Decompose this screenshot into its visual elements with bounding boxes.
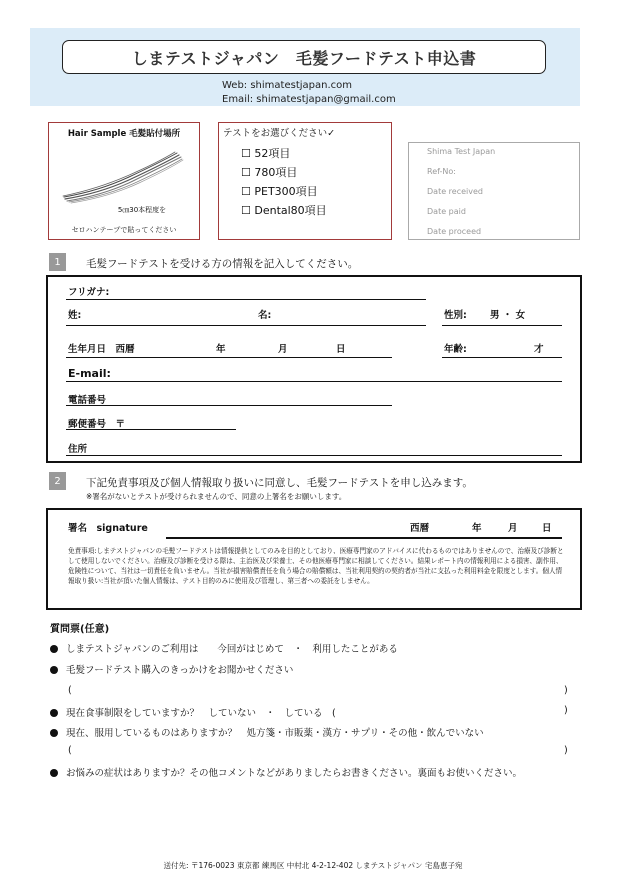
- signature-year: 年: [472, 523, 482, 534]
- test-selection-box: [218, 122, 392, 240]
- address-line[interactable]: [66, 455, 562, 456]
- postal-line[interactable]: [66, 429, 236, 430]
- question-diet[interactable]: [50, 705, 336, 719]
- section-2-heading: 下記免責事項及び個人情報取り扱いに同意し、毛髪フードテストを申し込みます。: [86, 477, 473, 489]
- furigana-line[interactable]: [66, 299, 426, 300]
- email-line[interactable]: [66, 381, 562, 382]
- disclaimer-text: 免責事項:しまテストジャパンの毛髪フードテストは情報提供としてのみを目的としており、医療専門家のアドバイスに代わるものではありませんので、治療及び診断として使用しないでください。治療及び診断を受ける際は、主治医及び栄養士、その他医療専門家に相談してください。結果レポート内の情報利用による損害、副作用、危険性について、当社は一切責任を負いません。当社が損害賠償責任を負う場合の賠償額は、当社利用契約の契約者が当社に支払った利用料金を限度とします。個人情報取り扱い:当社が頂いた個人情報は、テスト目的のみに使用及び管理し、第三者への委託をしません。: [68, 547, 564, 585]
- birth-year-unit: 年: [216, 344, 226, 355]
- phone-line[interactable]: [66, 405, 392, 406]
- test-option-dental80[interactable]: ☐ Dental80項目: [241, 204, 327, 217]
- test-selection-title: テストをお選びください✓: [223, 128, 336, 139]
- question-medication-text: 現在、服用しているものはありますか？ 処方箋・市販薬・漢方・サプリ・その他・飲んでいない: [66, 728, 484, 739]
- hair-sample-note-tape: セロハンテープで貼ってください: [71, 226, 177, 234]
- name-line[interactable]: [66, 325, 426, 326]
- email-text: Email: shimatestjapan@gmail.com: [222, 94, 396, 105]
- test-option-780[interactable]: ☐ 780項目: [241, 166, 298, 179]
- signature-line[interactable]: [166, 537, 562, 539]
- test-option-52[interactable]: ☐ 52項目: [241, 147, 291, 160]
- question-reason: [50, 662, 293, 676]
- hair-sample-note-length: 5㎝30本程度を: [117, 206, 167, 214]
- bullet-icon: [50, 729, 58, 737]
- signature-month: 月: [508, 523, 518, 534]
- diet-paren-close: ): [564, 705, 568, 716]
- questionnaire-title: 質問票(任意): [50, 624, 110, 635]
- birthdate-label: 生年月日 西暦: [68, 344, 135, 355]
- question-medication[interactable]: [50, 725, 484, 739]
- signature-label: 署名 signature: [68, 523, 148, 534]
- age-unit: 才: [534, 344, 544, 355]
- email-label: E-mail:: [68, 367, 111, 380]
- mailing-address-footer: 送付先: 〒176-0023 東京都 練馬区 中村北 4-2-12-402 しまテストジャパン 宅島恵子宛: [163, 861, 463, 870]
- gender-label: 性別:: [444, 310, 467, 321]
- question-symptoms[interactable]: [50, 765, 522, 779]
- question-reason-text: 毛髪フードテスト購入のきっかけをお聞かせください: [66, 665, 294, 676]
- bullet-icon: [50, 769, 58, 777]
- question-diet-text: 現在食事制限をしていますか？ していない ・ している (: [66, 708, 336, 719]
- reason-paren-close: ): [564, 685, 568, 696]
- address-label: 住所: [68, 444, 88, 455]
- first-name-label: 名:: [258, 310, 272, 321]
- applicant-info-form: [46, 275, 582, 463]
- section-2-number: 2: [49, 472, 66, 490]
- hair-sample-title: Hair Sample 毛髪貼付場所: [67, 129, 181, 139]
- page-title: しまテストジャパン 毛髪フードテスト申込書: [62, 40, 546, 74]
- age-label: 年齢:: [444, 344, 467, 355]
- gender-line: [442, 325, 562, 326]
- office-date-received: Date received: [427, 187, 483, 196]
- office-ref-no: Ref-No:: [427, 167, 456, 176]
- bullet-icon: [50, 666, 58, 674]
- office-date-paid: Date paid: [427, 207, 466, 216]
- hair-sample-icon: [61, 149, 191, 209]
- medication-paren-open[interactable]: (: [68, 745, 72, 756]
- bullet-icon: [50, 709, 58, 717]
- section-1-number: 1: [49, 253, 66, 271]
- office-company: Shima Test Japan: [427, 147, 496, 156]
- age-line[interactable]: [442, 357, 562, 358]
- question-usage[interactable]: [50, 641, 398, 655]
- signature-era: 西暦: [410, 523, 430, 534]
- reason-paren-open[interactable]: (: [68, 685, 72, 696]
- signature-day: 日: [542, 523, 552, 534]
- hair-sample-box[interactable]: [48, 122, 200, 240]
- last-name-label: 姓:: [68, 310, 82, 321]
- signature-box: [46, 508, 582, 610]
- section-1-heading: 毛髪フードテストを受ける方の情報を記入してください。: [86, 258, 359, 270]
- office-date-proceed: Date proceed: [427, 227, 482, 236]
- question-usage-text: しまテストジャパンのご利用は 今回がはじめて ・ 利用したことがある: [66, 644, 398, 655]
- question-symptoms-text: お悩みの症状はありますか？その他コメントなどがありましたらお書きください。裏面もお使いください。: [66, 768, 523, 779]
- medication-paren-close: ): [564, 745, 568, 756]
- gender-options[interactable]: 男 ・ 女: [490, 310, 526, 321]
- office-use-box: [408, 142, 580, 240]
- section-2-subtext: ※署名がないとテストが受けられませんので、同意の上署名をお願いします。: [86, 492, 347, 501]
- website-text: Web: shimatestjapan.com: [222, 80, 353, 91]
- test-option-pet300[interactable]: ☐ PET300項目: [241, 185, 318, 198]
- birthdate-line[interactable]: [66, 357, 392, 358]
- birth-day-unit: 日: [336, 344, 346, 355]
- postal-label: 郵便番号 〒: [68, 419, 126, 430]
- birth-month-unit: 月: [278, 344, 288, 355]
- furigana-label: フリガナ:: [68, 287, 110, 298]
- bullet-icon: [50, 645, 58, 653]
- phone-label: 電話番号: [68, 395, 107, 406]
